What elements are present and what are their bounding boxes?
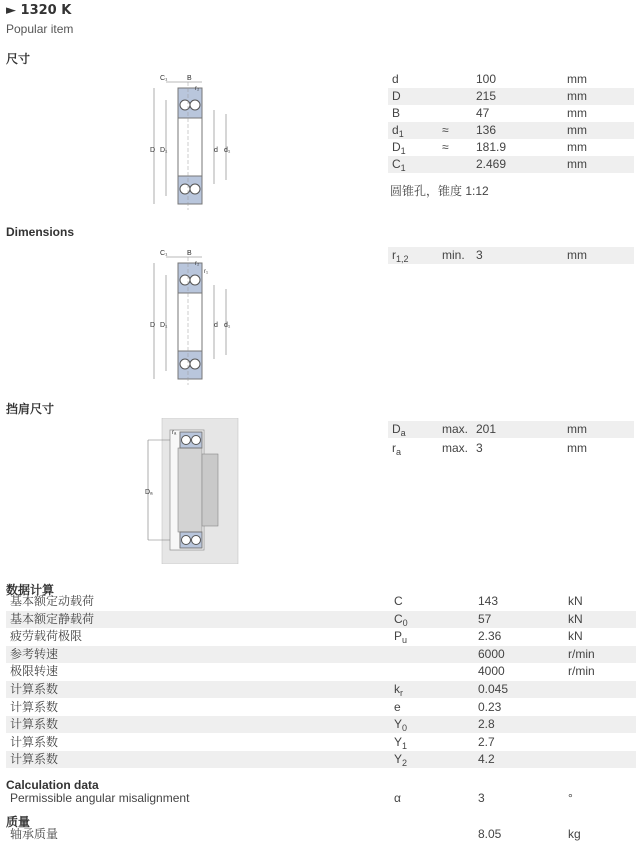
label-Da: Dₐ: [145, 489, 153, 496]
calc-row: [6, 628, 636, 645]
misalignment-value: 3: [478, 791, 485, 805]
calc-symbol: [394, 716, 407, 733]
spec-row: [388, 247, 634, 264]
spec-row: [388, 156, 634, 173]
spec-value: 47: [476, 106, 490, 120]
label-D: D: [150, 322, 156, 329]
spec-unit: mm: [567, 422, 587, 436]
bearing-chamfer-drawing: [148, 245, 238, 385]
calc-symbol-letter: k: [394, 682, 400, 696]
calc-symbol: [394, 699, 401, 716]
calc-label: 计算系数: [10, 699, 59, 714]
calc-symbol-letter: C: [394, 594, 403, 608]
mass-value: 8.05: [478, 827, 502, 841]
spec-symbol: [392, 122, 404, 139]
section-heading-calculation-en: Calculation data: [6, 778, 99, 792]
calc-symbol-subscript: 0: [402, 723, 408, 734]
spec-value: 3: [476, 248, 483, 262]
spec-unit: mm: [567, 72, 587, 86]
calc-symbol: [394, 628, 407, 645]
mass-unit: kg: [568, 827, 581, 841]
spec-unit: mm: [567, 106, 587, 120]
calc-symbol-letter: C: [394, 611, 403, 626]
spec-unit: mm: [567, 140, 587, 154]
section-heading-mass: 质量: [6, 815, 31, 829]
calc-label: 计算系数: [10, 734, 59, 749]
calc-row: [6, 716, 636, 733]
label-d1: d₁: [224, 322, 231, 329]
spec-value: 181.9: [476, 140, 507, 154]
calc-value: 57: [478, 611, 492, 626]
spec-value: 215: [476, 89, 497, 103]
spec-row: [388, 105, 634, 122]
calc-unit: kN: [568, 629, 583, 644]
calc-symbol-subscript: 1: [402, 740, 408, 751]
section-heading-dimensions-cn: 尺寸: [6, 52, 31, 66]
calc-symbol-letter: P: [394, 629, 403, 644]
play-icon: ►: [6, 3, 16, 18]
spec-symbol: [392, 71, 399, 88]
calc-row: [6, 699, 636, 716]
spec-symbol-subscript: 1: [400, 146, 406, 156]
calc-symbol: [394, 734, 407, 751]
bearing-cross-section-drawing: [148, 70, 238, 210]
spec-value: 201: [476, 422, 497, 436]
calc-label: 基本额定静载荷: [10, 611, 95, 626]
spec-symbol-letter: B: [392, 106, 401, 120]
spec-symbol: [392, 88, 401, 105]
spec-unit: mm: [567, 89, 587, 103]
calc-label: 疲劳载荷极限: [10, 629, 83, 644]
spec-qualifier: ≈: [442, 140, 449, 154]
calc-value: 6000: [478, 646, 505, 661]
calc-row: [6, 734, 636, 751]
spec-qualifier: ≈: [442, 123, 449, 137]
spec-symbol-subscript: 1: [400, 163, 406, 173]
spec-symbol: [392, 139, 406, 156]
spec-symbol-letter: d: [392, 123, 399, 137]
spec-symbol: [392, 440, 401, 457]
section-heading-calculation-cn: 数据计算: [6, 583, 55, 597]
abutment-drawing: [140, 418, 240, 564]
calc-value: 0.045: [478, 682, 509, 696]
calc-row: [6, 646, 636, 663]
calc-label: 计算系数: [10, 717, 59, 732]
calc-symbol-letter: Y: [394, 717, 403, 732]
spec-symbol-letter: D: [392, 89, 401, 103]
spec-unit: mm: [567, 123, 587, 137]
spec-unit: mm: [567, 157, 587, 171]
spec-symbol-letter: r: [392, 248, 396, 262]
spec-row: [388, 139, 634, 156]
calc-value: 2.7: [478, 734, 495, 749]
spec-value: 100: [476, 72, 497, 86]
spec-symbol-letter: D: [392, 140, 401, 154]
calc-label: 计算系数: [10, 752, 59, 767]
calc-row: [6, 593, 636, 610]
product-designation: 1320 K: [20, 3, 72, 18]
calc-value: 2.36: [478, 629, 502, 644]
calc-row: [6, 751, 636, 768]
section-heading-abutment: 挡肩尺寸: [6, 402, 55, 416]
spec-row: [388, 88, 634, 105]
label-ra: rₐ: [172, 430, 177, 436]
calc-symbol-letter: Y: [394, 752, 403, 767]
calc-symbol: [394, 611, 408, 628]
spec-row: [388, 440, 634, 457]
spec-qualifier: min.: [442, 248, 465, 262]
calc-symbol-subscript: r: [400, 688, 403, 698]
label-b: B: [187, 250, 192, 257]
calc-value: 4.2: [478, 752, 495, 767]
spec-symbol-subscript: 1: [398, 129, 404, 139]
calc-symbol: [394, 681, 403, 698]
calc-value: 0.23: [478, 699, 502, 714]
label-D1: D₁: [160, 147, 168, 154]
label-d: d: [214, 147, 218, 154]
calc-row: [6, 681, 636, 698]
spec-symbol-subscript: 1,2: [396, 254, 409, 264]
spec-symbol-subscript: a: [396, 447, 402, 457]
spec-unit: mm: [567, 441, 587, 455]
taper-bore-note: 圆锥孔，锥度 1:12: [390, 184, 489, 198]
spec-symbol: [392, 247, 409, 264]
product-subtitle: Popular item: [6, 22, 74, 36]
spec-symbol: [392, 105, 400, 122]
calc-value: 2.8: [478, 717, 495, 732]
calc-unit: kN: [568, 594, 583, 608]
label-D1: D₁: [160, 322, 168, 329]
label-r1: r₁: [204, 269, 209, 275]
calc-label: 参考转速: [10, 646, 59, 661]
label-d1: d₁: [224, 147, 231, 154]
spec-symbol-letter: d: [392, 72, 399, 86]
calc-symbol-letter: Y: [394, 734, 403, 749]
misalignment-label: Permissible angular misalignment: [10, 791, 190, 805]
calc-symbol-subscript: 2: [402, 758, 408, 769]
mass-label: 轴承质量: [10, 827, 59, 841]
spec-symbol-letter: C: [392, 157, 401, 171]
spec-value: 3: [476, 441, 483, 455]
spec-row: [388, 71, 634, 88]
mass-row: [6, 826, 636, 843]
calc-label: 基本额定动载荷: [10, 594, 95, 608]
calc-value: 143: [478, 594, 499, 608]
spec-row: [388, 421, 634, 438]
misalignment-row: [6, 790, 636, 807]
calc-symbol-subscript: 0: [402, 617, 408, 628]
spec-row: [388, 122, 634, 139]
label-r2: r₂: [195, 86, 200, 92]
spec-symbol-letter: D: [392, 422, 401, 436]
calc-label: 计算系数: [10, 682, 59, 696]
calc-row: [6, 663, 636, 680]
label-c1: C₁: [160, 250, 168, 257]
label-d: d: [214, 322, 218, 329]
spec-symbol-letter: r: [392, 441, 396, 455]
misalignment-symbol: α: [394, 791, 401, 805]
spec-symbol: [392, 156, 406, 173]
misalignment-unit: °: [568, 791, 573, 805]
calc-symbol-subscript: u: [402, 635, 408, 646]
label-D: D: [150, 147, 156, 154]
calc-symbol: [394, 751, 407, 768]
spec-symbol-subscript: a: [400, 428, 406, 438]
calc-unit: r/min: [568, 646, 595, 661]
label-c1: C₁: [160, 75, 168, 82]
spec-qualifier: max.: [442, 441, 469, 455]
label-b: B: [187, 75, 192, 82]
spec-symbol: [392, 421, 406, 438]
spec-qualifier: max.: [442, 422, 469, 436]
section-heading-dimensions-en: Dimensions: [6, 225, 75, 239]
spec-value: 136: [476, 123, 497, 137]
calc-row: [6, 611, 636, 628]
calc-value: 4000: [478, 664, 505, 679]
calc-unit: kN: [568, 611, 583, 626]
calc-symbol-letter: e: [394, 699, 401, 714]
label-r2: r₂: [195, 261, 200, 267]
calc-label: 极限转速: [10, 664, 59, 679]
spec-value: 2.469: [476, 157, 507, 171]
calc-unit: r/min: [568, 664, 595, 679]
product-title: [6, 3, 71, 18]
spec-unit: mm: [567, 248, 587, 262]
calc-symbol: [394, 593, 403, 610]
